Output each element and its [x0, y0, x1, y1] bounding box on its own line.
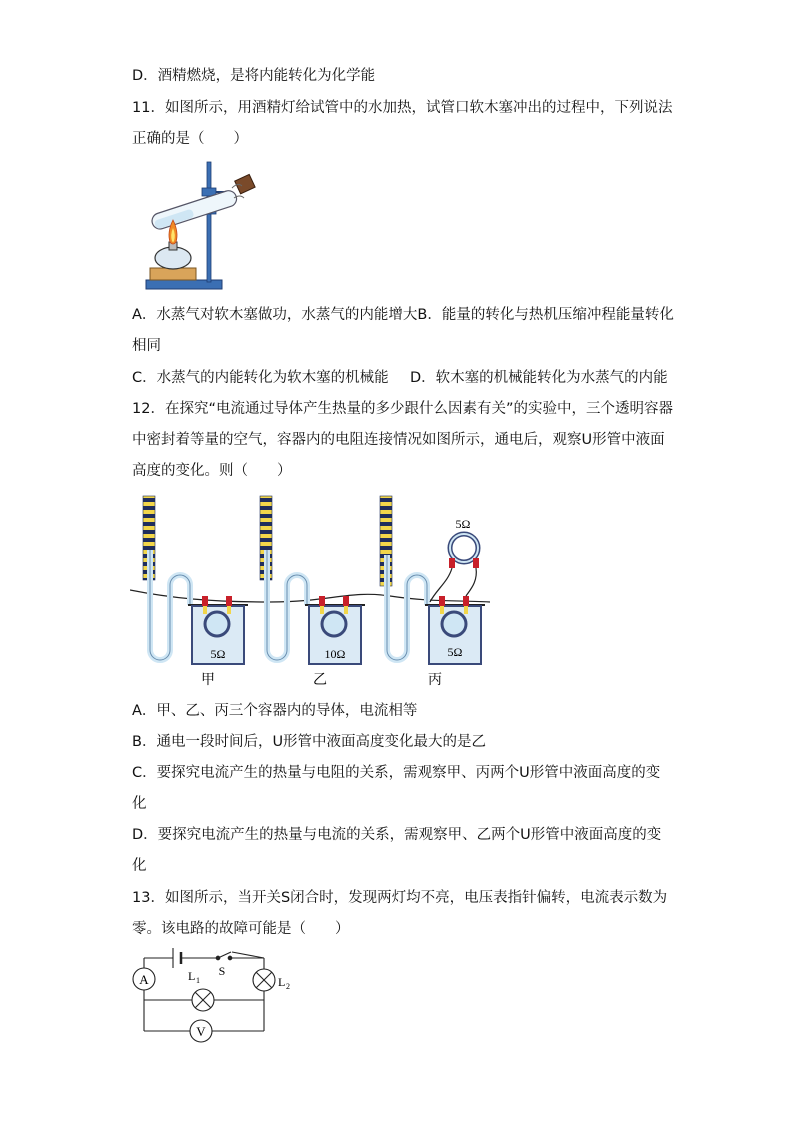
- q12-unit-a: [143, 496, 248, 688]
- q13-ammeter-label: A: [139, 972, 149, 987]
- q13-switch-label: S: [218, 964, 226, 978]
- q12-option-c-line2: 化: [132, 796, 147, 812]
- q12-label-b: 乙: [313, 673, 327, 688]
- q12-stem-line2: 中密封着等量的空气，容器内的电阻连接情况如图所示，通电后，观察U形管中液面: [132, 432, 665, 448]
- q12-option-c-line1: C．要探究电流产生的热量与电阻的关系，需观察甲、丙两个U形管中液面高度的变: [132, 765, 661, 781]
- q11-stem-line2: 正确的是（ ）: [132, 131, 248, 147]
- q13-lamp2-label: L: [278, 975, 286, 989]
- q11-figure-svg: [140, 158, 270, 298]
- q13-circuit-svg: [128, 946, 308, 1050]
- q10-option-d: D．酒精燃烧，是将内能转化为化学能: [132, 68, 376, 84]
- q12-stem-line1: 12．在探究“电流通过导体产生热量的多少跟什么因素有关”的实验中，三个透明容器: [132, 401, 673, 417]
- q13-lamp1-subscript: 1: [196, 976, 200, 985]
- q12-outside-resistor-label: 5Ω: [455, 517, 471, 531]
- q11-stem-line1: 11．如图所示，用酒精灯给试管中的水加热，试管口软木塞冲出的过程中，下列说法: [132, 100, 673, 116]
- q12-figure-joule-heating: [130, 490, 490, 690]
- q13-lamp1-label: L: [188, 969, 196, 983]
- q12-label-c: 丙: [428, 673, 442, 688]
- q13-stem-line2: 零。该电路的故障可能是（ ）: [132, 921, 350, 937]
- q12-option-d-line1: D．要探究电流产生的热量与电流的关系，需观察甲、乙两个U形管中液面高度的变: [132, 827, 662, 843]
- q13-figure-circuit: [128, 946, 308, 1050]
- q12-option-b: B．通电一段时间后，U形管中液面高度变化最大的是乙: [132, 734, 487, 750]
- q12-stem-line3: 高度的变化。则（ ）: [132, 463, 292, 479]
- q12-resistor-b-label: 10Ω: [324, 647, 346, 661]
- q11-option-d: D．软木塞的机械能转化为水蒸气的内能: [410, 370, 668, 386]
- q13-stem-line1: 13．如图所示，当开关S闭合时，发现两灯均不亮，电压表指针偏转，电流表示数为: [132, 890, 668, 906]
- q12-label-a: 甲: [201, 673, 215, 688]
- q13-lamp2-subscript: 2: [286, 982, 290, 991]
- q12-unit-b: [260, 496, 365, 688]
- q12-option-d-line2: 化: [132, 858, 147, 874]
- q11-option-ab-cont: 相同: [132, 338, 161, 354]
- q12-figure-svg: [130, 490, 490, 690]
- q12-resistor-a-label: 5Ω: [210, 647, 226, 661]
- q12-unit-c: [380, 496, 485, 688]
- q12-option-a: A．甲、乙、丙三个容器内的导体，电流相等: [132, 703, 418, 719]
- q12-resistor-c-label: 5Ω: [447, 645, 463, 659]
- q13-voltmeter-label: V: [196, 1024, 206, 1039]
- q11-option-ab: A．水蒸气对软木塞做功，水蒸气的内能增大B．能量的转化与热机压缩冲程能量转化: [132, 307, 674, 323]
- q11-option-c: C．水蒸气的内能转化为软木塞的机械能: [132, 370, 389, 386]
- q11-figure-heating-test-tube: [140, 158, 270, 298]
